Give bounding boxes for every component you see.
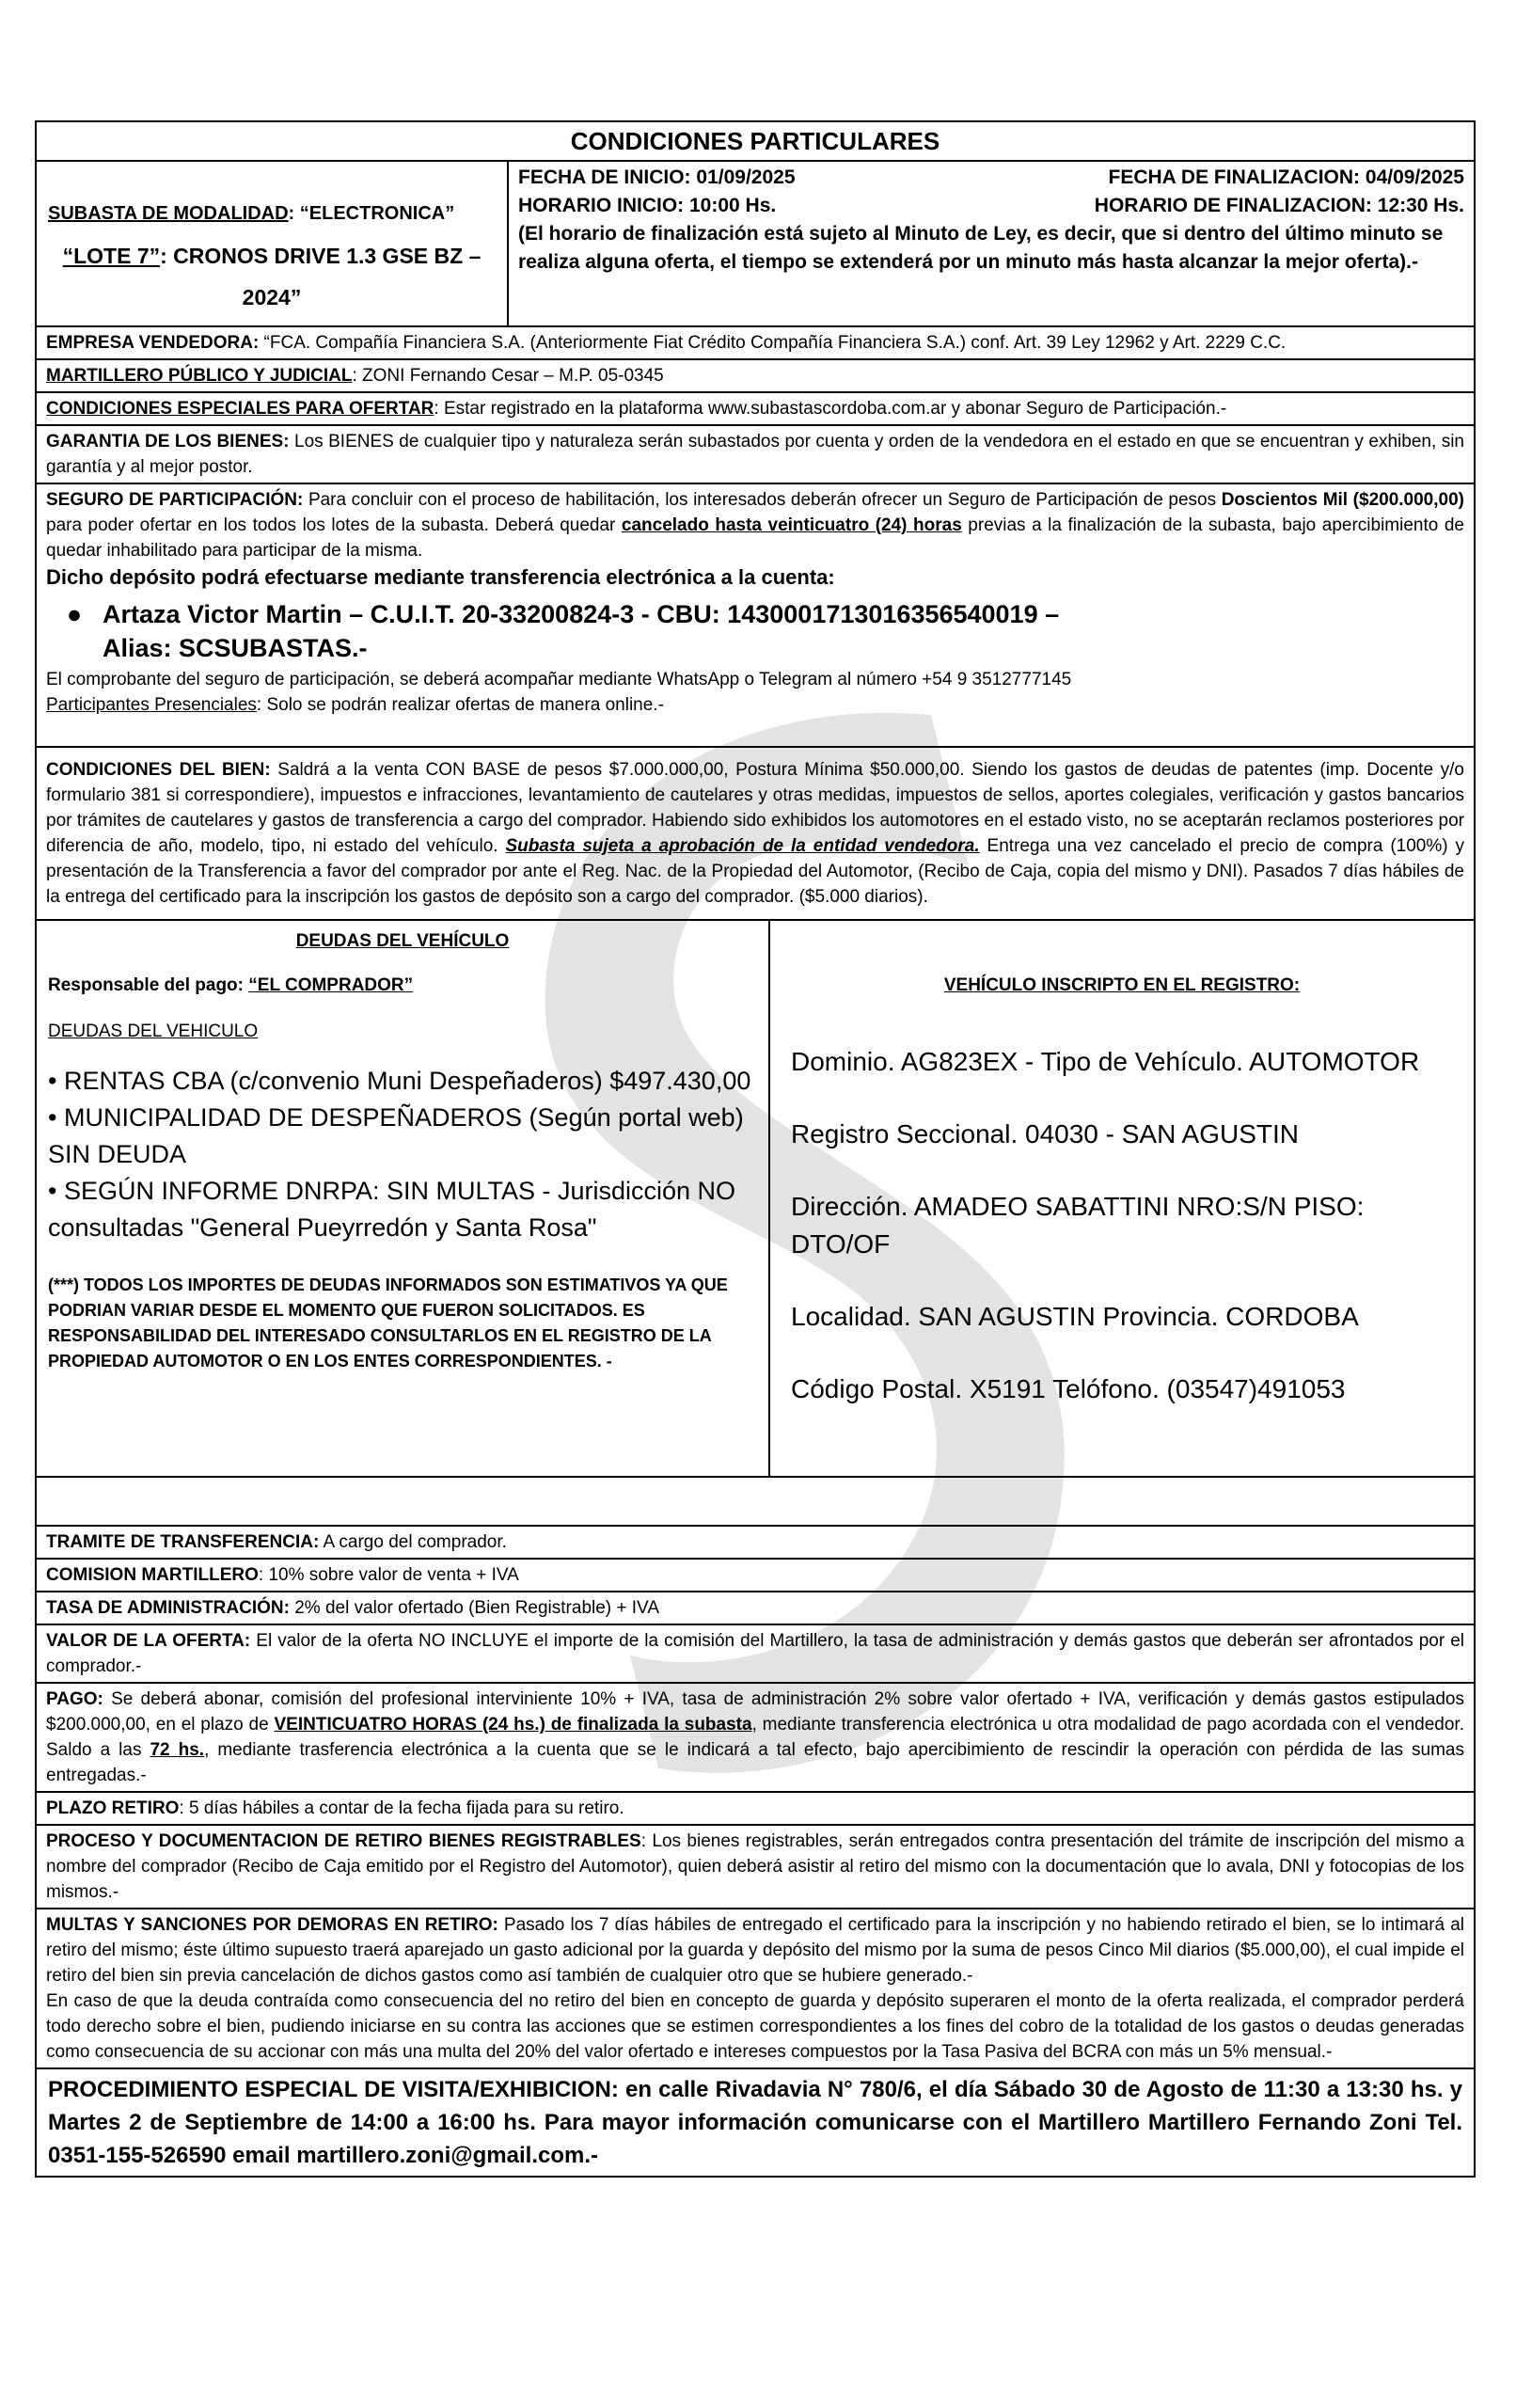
vehicle-address: Dirección. AMADEO SABATTINI NRO:S/N PISO: DTO/OF: [791, 1192, 1365, 1259]
seller-company: EMPRESA VENDEDORA: “FCA. Compañía Financiera S.A. (Anteriormente Fiat Crédito Compañía Financiera S.A.) conf. Art. 39 Ley 12962 y Art. 2229 C.C.: [35, 327, 1476, 360]
vehicle-registry-column: [770, 921, 1474, 1476]
debts-warning: (***) TODOS LOS IMPORTES DE DEUDAS INFORMADOS SON ESTIMATIVOS YA QUE PODRIAN VARIAR DESDE EL MOMENTO QUE FUERON SOLICITADOS. ES RESPONSABILIDAD DEL INTERESADO CONSULTARLOS EN EL REGISTRO DE LA PROPIEDAD AUTOMOTOR O EN LOS ENTES CORRESPONDIENTES. -: [48, 1275, 728, 1370]
document-page: [35, 120, 1476, 2178]
list-item: • RENTAS CBA (c/convenio Muni Despeñaderos) $497.430,00: [48, 1067, 751, 1095]
in-person-note: Participantes Presenciales: Solo se podrán realizar ofertas de manera online.-: [46, 695, 664, 715]
vehicle-registry-title: VEHÍCULO INSCRIPTO EN EL REGISTRO:: [943, 975, 1301, 995]
payment: PAGO: Se deberá abonar, comisión del profesional interviniente 10% + IVA, tasa de administración 2% sobre valor ofertado + IVA, verificación y demás gastos estipulados $200.000,00, en el plazo de VEINTICUATRO HORAS (24 hs.) de finalizada la subasta, mediante transferencia electrónica u otra modalidad de pago acordada con el vendedor. Saldo a las 72 hs., mediante trasferencia electrónica a la cuenta que se le indicará a tal efecto, bajo apercibimiento de rescindir la operación con pérdida de las sumas entregadas.-: [35, 1684, 1476, 1793]
blank-row: [35, 1478, 1476, 1527]
pickup-deadline: PLAZO RETIRO: 5 días hábiles a contar de la fecha fijada para su retiro.: [35, 1793, 1476, 1826]
schedule-note: (El horario de finalización está sujeto al Minuto de Ley, es decir, que si dentro del último minuto se realiza alguna oferta, el tiempo se extenderá por un minuto más hasta alcanzar la mejor oferta).-: [518, 223, 1444, 273]
start-time: HORARIO INICIO: 10:00 Hs.: [518, 195, 777, 216]
start-date: FECHA DE INICIO: 01/09/2025: [518, 166, 796, 188]
vehicle-locality: Localidad. SAN AGUSTIN Provincia. CORDOBA: [791, 1302, 1359, 1331]
debts-subtitle: DEUDAS DEL VEHICULO: [48, 1022, 259, 1041]
vehicle-registry-list: [791, 1043, 1453, 1408]
page-title: CONDICIONES PARTICULARES: [35, 120, 1476, 162]
bid-conditions: CONDICIONES ESPECIALES PARA OFERTAR: Estar registrado en la plataforma www.subastascordoba.com.ar y abonar Seguro de Participación.-: [35, 393, 1476, 426]
list-item: • MUNICIPALIDAD DE DESPEÑADEROS (Según portal web) SIN DEUDA: [48, 1103, 744, 1168]
list-item: • SEGÚN INFORME DNRPA: SIN MULTAS - Jurisdicción NO consultadas "General Pueyrredón y Santa Rosa": [48, 1177, 736, 1242]
auction-mode: SUBASTA DE MODALIDAD: “ELECTRONICA”: [48, 203, 455, 224]
debts-column: [37, 921, 770, 1476]
lot-title: “LOTE 7”: CRONOS DRIVE 1.3 GSE BZ – 2024”: [62, 244, 482, 309]
offer-value: VALOR DE LA OFERTA: El valor de la oferta NO INCLUYE el importe de la comisión del Martillero, la tasa de administración y demás gastos que deberán ser afrontados por el comprador.-: [35, 1625, 1476, 1684]
visit-procedure: PROCEDIMIENTO ESPECIAL DE VISITA/EXHIBICION: en calle Rivadavia N° 780/6, el día Sábado 30 de Agosto de 11:30 a 13:30 hs. y Martes 2 de Septiembre de 14:00 a 16:00 hs. Para mayor información comunicarse con el Martillero Martillero Fernando Zoni Tel. 0351-155-526590 email martillero.zoni@gmail.com.-: [35, 2069, 1476, 2178]
pickup-process: PROCESO Y DOCUMENTACION DE RETIRO BIENES REGISTRABLES: Los bienes registrables, serán entregados contra presentación del trámite de inscripción del mismo a nombre del comprador (Recibo de Caja emitido por el Registro del Automotor), quien deberá asistir al retiro del mismo con la documentación que lo avala, DNI y fotocopias de los mismos.-: [35, 1826, 1476, 1909]
payment-responsible: Responsable del pago: “EL COMPRADOR”: [48, 975, 414, 995]
auction-header: [35, 162, 1476, 327]
vehicle-postal: Código Postal. X5191 Telófono. (03547)491053: [791, 1374, 1346, 1403]
deposit-instruction: Dicho depósito podrá efectuarse mediante transferencia electrónica a la cuenta:: [46, 565, 835, 589]
vehicle-domain: Dominio. AG823EX - Tipo de Vehículo. AUTOMOTOR: [791, 1047, 1420, 1076]
pickup-penalties: MULTAS Y SANCIONES POR DEMORAS EN RETIRO: Pasado los 7 días hábiles de entregado el certificado para la inscripción y no habiendo retirado el bien, se lo intimará al retiro del mismo; éste último supuesto traerá aparejado un gasto adicional por la guarda y depósito del mismo por la suma de pesos Cinco Mil diarios ($5.000,00), el cual impide el retiro del bien sin previa cancelación de dichos gastos como así también de cualquier otro que se hubiere generado.- En caso de que la deuda contraída como consecuencia del no retiro del bien en concepto de guarda y depósito superaren el monto de la oferta realizada, el comprador perderá todo derecho sobre el bien, pudiendo iniciarse en su contra las acciones que se estimen correspondientes a los fines del cobro de la totalidad de los gastos o deudas generadas como consecuencia de su accionar con más una multa del 20% del valor ofertado e intereses compuestos por la Tasa Pasiva del BCRA con más un 5% mensual.-: [35, 1909, 1476, 2069]
participation-insurance: SEGURO DE PARTICIPACIÓN: Para concluir con el proceso de habilitación, los interesados deberán ofrecer un Seguro de Participación de pesos Doscientos Mil ($200.000,00) para poder ofertar en los todos los lotes de la subasta. Deberá quedar cancelado hasta veinticuatro (24) horas previas a la finalización de la subasta, bajo apercibimiento de quedar inhabilitado para participar de la misma. Dicho depósito podrá efectuarse mediante transferencia electrónica a la cuenta: ● Artaza Victor Martin – C.U.I.T. 20-33200824-3 - CBU: 1430001713016356540019 – Alias: SCSUBASTAS.- El comprobante del seguro de participación, se deberá acompañar mediante WhatsApp o Telegram al número +54 9 3512777145 Participantes Presenciales: Solo se podrán realizar ofertas de manera online.-: [35, 484, 1476, 748]
transfer-procedure: TRAMITE DE TRANSFERENCIA: A cargo del comprador.: [35, 1527, 1476, 1560]
end-time: HORARIO DE FINALIZACION: 12:30 Hs.: [1094, 195, 1464, 216]
vehicle-registry: Registro Seccional. 04030 - SAN AGUSTIN: [791, 1119, 1300, 1149]
debts-list: [48, 1063, 757, 1246]
debts-title: DEUDAS DEL VEHÍCULO: [295, 931, 510, 951]
bullet-icon: ●: [66, 600, 83, 628]
auctioneer-commission: COMISION MARTILLERO: 10% sobre valor de venta + IVA: [35, 1560, 1476, 1592]
asset-conditions: CONDICIONES DEL BIEN: Saldrá a la venta CON BASE de pesos $7.000.000,00, Postura Mínima $50.000,00. Siendo los gastos de deudas de patentes (imp. Docente y/o formulario 381 si correspondiere), impuestos e infracciones, levantamiento de cautelares y otras medidas, impuestos de sellos, aportes colegiales, verificación y gastos bancarios por trámites de cautelares y gastos de transferencia a cargo del comprador. Habiendo sido exhibidos los automotores en el estado visto, no se aceptarán reclamos posteriores por diferencia de año, modelo, tipo, ni estado del vehículo. Subasta sujeta a aprobación de la entidad vendedora. Entrega una vez cancelado el precio de compra (100%) y presentación de la Transferencia a favor del comprador por ante el Reg. Nac. de la Propiedad del Automotor, (Recibo de Caja, copia del mismo y DNI). Pasados 7 días hábiles de la entrega del certificado para la inscripción los gastos de depósito son a cargo del comprador. ($5.000 diarios).: [35, 748, 1476, 921]
vehicle-debts-section: [35, 921, 1476, 1478]
admin-fee: TASA DE ADMINISTRACIÓN: 2% del valor ofertado (Bien Registrable) + IVA: [35, 1592, 1476, 1625]
auction-schedule: [509, 162, 1474, 325]
receipt-note: El comprobante del seguro de participación, se deberá acompañar mediante WhatsApp o Telegram al número +54 9 3512777145: [46, 670, 1072, 689]
auctioneer: MARTILLERO PÚBLICO Y JUDICIAL: ZONI Fernando Cesar – M.P. 05-0345: [35, 360, 1476, 393]
asset-guarantee: GARANTIA DE LOS BIENES: Los BIENES de cualquier tipo y naturaleza serán subastados por cuenta y orden de la vendedora en el estado en que se encuentran y exhiben, sin garantía y al mejor postor.: [35, 426, 1476, 484]
bank-account: ● Artaza Victor Martin – C.U.I.T. 20-33200824-3 - CBU: 1430001713016356540019 – Alias: SCSUBASTAS.-: [46, 597, 1464, 665]
auction-mode-cell: [37, 162, 509, 325]
end-date: FECHA DE FINALIZACION: 04/09/2025: [1108, 166, 1464, 188]
